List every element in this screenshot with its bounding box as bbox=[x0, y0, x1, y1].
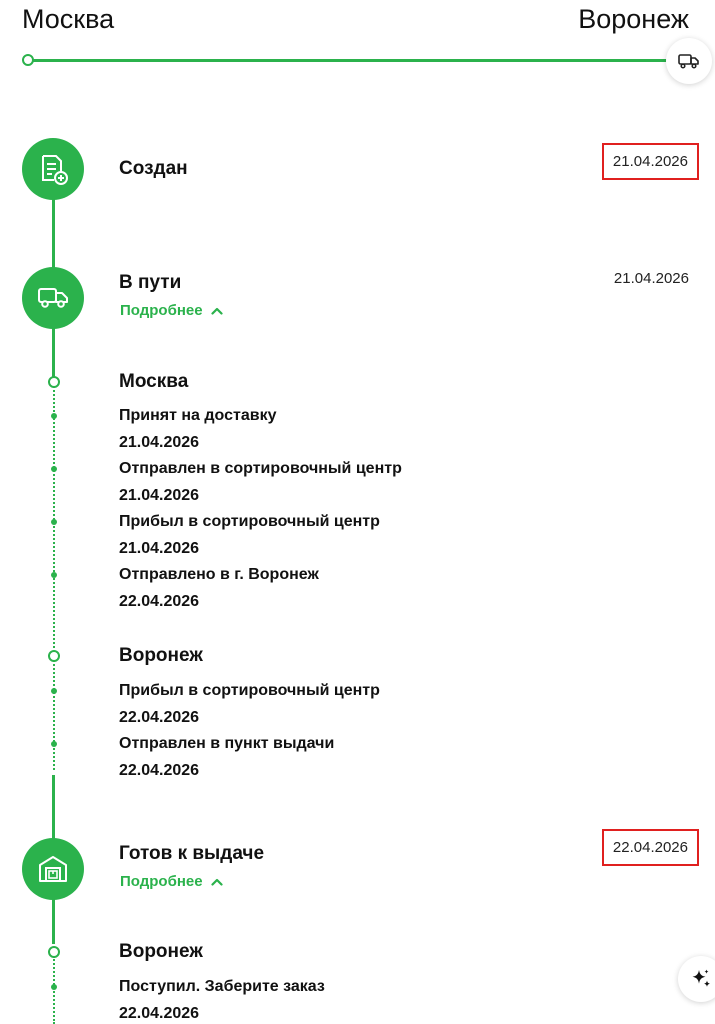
status-title: Создан bbox=[119, 158, 188, 179]
document-add-icon bbox=[36, 152, 70, 186]
route-start-marker bbox=[22, 54, 34, 66]
hub-marker bbox=[48, 650, 60, 662]
timeline-dotted-connector bbox=[53, 386, 55, 648]
timeline-dotted-connector bbox=[53, 660, 55, 770]
event-date: 22.04.2026 bbox=[119, 709, 200, 726]
event-marker bbox=[51, 519, 57, 525]
event-label: Отправлен в сортировочный центр bbox=[119, 460, 402, 477]
event-marker bbox=[51, 984, 57, 990]
event-label: Отправлен в пункт выдачи bbox=[119, 735, 335, 752]
status-node-created bbox=[22, 138, 84, 200]
warehouse-icon bbox=[36, 852, 70, 886]
event-label: Прибыл в сортировочный центр bbox=[119, 682, 380, 699]
timeline-dotted-connector bbox=[53, 956, 55, 1024]
status-node-ready bbox=[22, 838, 84, 900]
event-date: 21.04.2026 bbox=[119, 487, 200, 504]
hub-city: Москва bbox=[119, 371, 189, 392]
timeline-connector bbox=[52, 775, 55, 841]
route-origin-city: Москва bbox=[22, 4, 115, 34]
sparkle-icon bbox=[689, 967, 713, 991]
event-marker bbox=[51, 413, 57, 419]
details-toggle[interactable] bbox=[120, 873, 223, 890]
ai-assistant-button[interactable] bbox=[678, 956, 715, 1002]
event-date: 22.04.2026 bbox=[119, 1005, 200, 1022]
event-date: 21.04.2026 bbox=[119, 540, 200, 557]
event-marker bbox=[51, 688, 57, 694]
event-marker bbox=[51, 572, 57, 578]
status-date-highlighted: 21.04.2026 bbox=[602, 143, 699, 180]
status-title: В пути bbox=[119, 272, 182, 293]
event-date: 22.04.2026 bbox=[119, 762, 200, 779]
event-date: 21.04.2026 bbox=[119, 434, 200, 451]
details-toggle-label: Подробнее bbox=[120, 302, 203, 319]
event-marker bbox=[51, 741, 57, 747]
chevron-up-icon bbox=[211, 307, 223, 315]
chevron-up-icon bbox=[211, 878, 223, 886]
event-label: Прибыл в сортировочный центр bbox=[119, 513, 380, 530]
status-date-highlighted: 22.04.2026 bbox=[602, 829, 699, 866]
truck-icon bbox=[678, 53, 700, 69]
event-label: Принят на доставку bbox=[119, 407, 277, 424]
route-destination-city: Воронеж bbox=[578, 4, 689, 34]
status-title: Готов к выдаче bbox=[119, 843, 265, 864]
hub-city: Воронеж bbox=[119, 941, 203, 962]
route-progress-bar bbox=[28, 59, 672, 62]
route-truck-badge bbox=[666, 38, 712, 84]
event-label: Отправлено в г. Воронеж bbox=[119, 566, 319, 583]
details-toggle-label: Подробнее bbox=[120, 873, 203, 890]
status-node-in-transit bbox=[22, 267, 84, 329]
event-label: Поступил. Заберите заказ bbox=[119, 978, 325, 995]
hub-marker bbox=[48, 946, 60, 958]
timeline-connector bbox=[52, 326, 55, 378]
hub-city: Воронеж bbox=[119, 645, 203, 666]
details-toggle[interactable] bbox=[120, 302, 223, 319]
status-date: 21.04.2026 bbox=[613, 270, 689, 287]
timeline-connector bbox=[52, 198, 55, 270]
event-date: 22.04.2026 bbox=[119, 593, 200, 610]
event-marker bbox=[51, 466, 57, 472]
truck-icon bbox=[36, 285, 70, 311]
hub-marker bbox=[48, 376, 60, 388]
timeline-connector bbox=[52, 898, 55, 944]
